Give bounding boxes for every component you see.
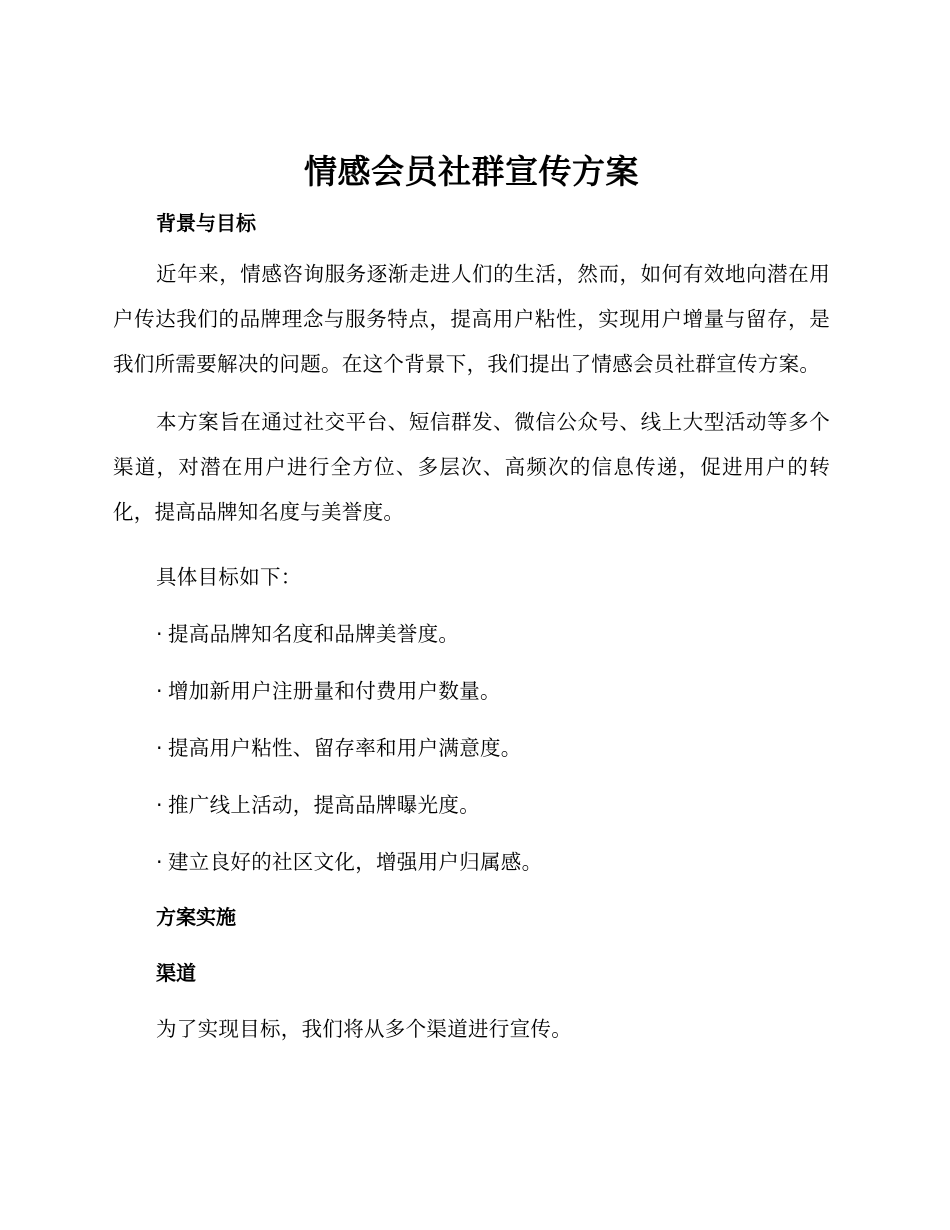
bullet-marker: · bbox=[156, 622, 163, 646]
list-item bbox=[113, 732, 830, 764]
paragraph-channels: 为了实现目标，我们将从多个渠道进行宣传。 bbox=[156, 1017, 572, 1041]
bullet-marker: · bbox=[156, 850, 163, 874]
goals-list bbox=[113, 618, 830, 878]
goal-text: 建立良好的社区文化，增强用户归属感。 bbox=[168, 850, 543, 874]
document-title: 情感会员社群宣传方案 bbox=[304, 152, 639, 191]
list-item bbox=[113, 618, 830, 650]
list-item bbox=[113, 789, 830, 821]
paragraph-background: 近年来，情感咨询服务逐渐走进人们的生活，然而，如何有效地向潜在用户传达我们的品牌理念与服务特点，提高用户粘性，实现用户增量与留存，是我们所需要解决的问题。在这个背景下，我们提出了情感会员社群宣传方案。 bbox=[113, 262, 830, 376]
goals-lead-text: 具体目标如下： bbox=[156, 565, 302, 589]
goal-text: 提高用户粘性、留存率和用户满意度。 bbox=[168, 736, 522, 760]
section-heading-background: 背景与目标 bbox=[156, 211, 256, 235]
goal-text: 增加新用户注册量和付费用户数量。 bbox=[168, 679, 501, 703]
subheading-channels: 渠道 bbox=[156, 961, 196, 985]
bullet-marker: · bbox=[156, 793, 163, 817]
section-heading-implementation: 方案实施 bbox=[156, 905, 236, 929]
goal-text: 推广线上活动，提高品牌曝光度。 bbox=[168, 793, 480, 817]
list-item bbox=[113, 846, 830, 878]
bullet-marker: · bbox=[156, 679, 163, 703]
list-item bbox=[113, 675, 830, 707]
bullet-marker: · bbox=[156, 736, 163, 760]
paragraph-plan-purpose: 本方案旨在通过社交平台、短信群发、微信公众号、线上大型活动等多个渠道，对潜在用户进行全方位、多层次、高频次的信息传递，促进用户的转化，提高品牌知名度与美誉度。 bbox=[113, 410, 830, 524]
goal-text: 提高品牌知名度和品牌美誉度。 bbox=[168, 622, 460, 646]
